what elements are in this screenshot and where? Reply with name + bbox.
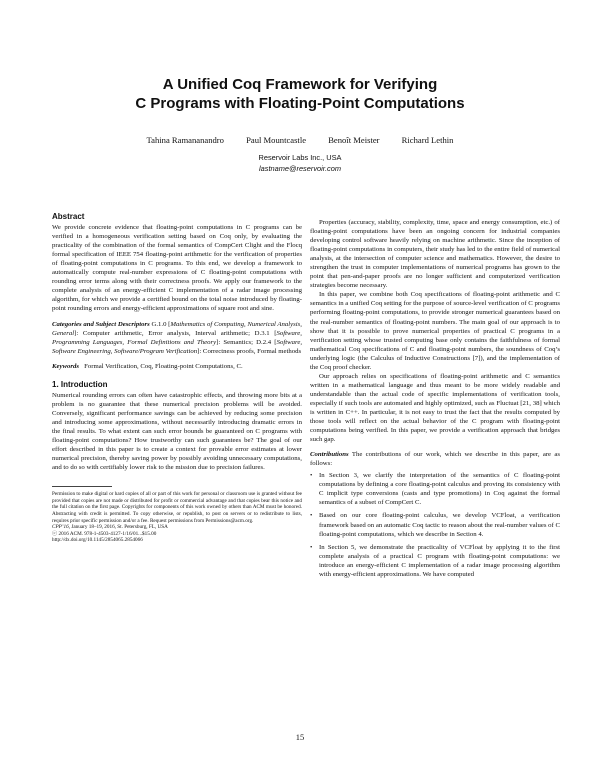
left-column xyxy=(52,212,302,544)
title-line-2: C Programs with Floating-Point Computations xyxy=(135,95,465,112)
body-paragraph: Our approach relies on specifications of floating-point arithmetic and C semantics written in a mathematical language and thus meant to be more widely readable and understandable than the actual code of specific implementations of verification tools, especially if such tools are automated and highly optimized, such as Fluctuat [21, 38] which is written in C++. In particular, it is not easy to trust the fact that the results computed by those tools will reflect on the actual behavior of the C program with floating-point computations being verified. In this paper, we provide a verification approach that bridges such gap. xyxy=(310,372,560,444)
affiliation-email: lastname@reservoir.com xyxy=(259,164,341,173)
contribution-item: • In Section 3, we clarify the interpretation of the semantics of C floating-point computations by defining a core floating-point calculus and proving its consistency with C implicit type conversions (casts and type promotions) in Coq against the formal semantics of a subset of CompCert C. xyxy=(310,471,560,507)
copyright-line: ⓒ 2016 ACM. 978-1-4503-4127-1/16/01...$15.00 xyxy=(52,530,157,537)
contributions-label: Contributions xyxy=(310,451,349,459)
permission-text: Permission to make digital or hard copies of all or part of this work for personal or classroom use is granted without fee provided that copies are not made or distributed for profit or commercial advantage and that copies bear this notice and the full citation on the first page. Copyrights for components of this work owned by others than ACM must be honored. Abstracting with credit is permitted. To copy otherwise, or republish, to post on servers or to redistribute to lists, requires prior specific permission and/or a fee. Request permissions from Permissions@acm.org. xyxy=(52,491,302,524)
conference-line: CPP’16, January 18–19, 2016, St. Petersburg, FL, USA xyxy=(52,524,168,531)
keywords-paragraph xyxy=(52,362,302,371)
author-name: Richard Lethin xyxy=(401,135,454,145)
contribution-item: • In Section 5, we demonstrate the practicality of VCFloat by applying it to the first complete analysis of a practical C program with floating-point computations: we introduce an energy-efficient C implementation of a radar image processing algorithm with energy-efficient approximations. We have computed xyxy=(310,543,560,579)
author-name: Benoît Meister xyxy=(328,135,380,145)
body-paragraph: In this paper, we combine both Coq specifications of floating-point arithmetic and C semantics in a unified Coq setting for the purpose of source-level verification of C programs performing floating-point computations, to provide stronger numerical guarantees based on the real-number semantics of floating-point numbers. The main goal of our approach is to show that it is possible to prove numerical properties of practical C programs in a verification setting whose trusted computing base only contains the faithfulness of formal mathematical Coq specifications of C and floating-point numbers, the soundness of Coq’s underlying logic (the Calculus of Inductive Constructions [7]), and the implementation of the Coq proof checker. xyxy=(310,291,560,371)
author-name: Tahina Ramananandro xyxy=(146,135,224,145)
keywords-label: Keywords xyxy=(52,362,79,370)
affiliation-org: Reservoir Labs Inc., USA xyxy=(258,153,342,162)
permission-block xyxy=(52,491,302,544)
keywords-text: Formal Verification, Coq, Floating-point Computations, C. xyxy=(84,362,243,370)
contribution-list xyxy=(310,471,560,579)
abstract-heading: Abstract xyxy=(52,212,85,221)
page-number: 15 xyxy=(295,732,305,742)
contribution-item: • Based on our core floating-point calculus, we develop VCFloat, a verification framework based on an automatic Coq tactic to reason about the real-number values of C floating-point computations, which we describe in Section 4. xyxy=(310,511,560,538)
categories-label: Categories and Subject Descriptors xyxy=(52,320,150,328)
introduction-text: Numerical rounding errors can often have catastrophic effects, and throwing more bits at a problem is no guarantee that these numerical precision problems will be avoided. Conversely, significant performance savings can be achieved by reducing some precision and introducing some approximations, without necessarily introducing dramatic errors in the final results. To what extent can such error bounds be guaranteed on C programs with floating-point computations? How trustworthy can such guarantees be? The goal of our effort described in this paper is to create a context for provable error estimates at lower numerical precision, thereby saving power by possibly avoiding unnecessary computations, and to do so with certifiably lower risk to the mission due to precision failures. xyxy=(52,391,302,472)
abstract-text: We provide concrete evidence that floating-point computations in C programs can be verified in a homogeneous verification setting based on Coq only, by evaluating the practicality of the combination of the formal semantics of CompCert Clight and the Flocq formal specification of IEEE 754 floating-point arithmetic for the verification of properties of floating-point computations in C programs. To this end, we develop a framework to automatically compute real-number expressions of C floating-point computations with rounding error terms along with their correctness proofs. We apply our framework to the complete analysis of an energy-efficient C implementation of a radar image processing algorithm, for which we provide a certified bound on the total noise introduced by floating-point rounding errors and energy-efficient approximations of square root and sine. xyxy=(52,224,302,313)
author-name: Paul Mountcastle xyxy=(246,135,307,145)
introduction-heading: 1. Introduction xyxy=(52,379,108,389)
body-paragraph: Properties (accuracy, stability, complexity, time, space and energy consumption, etc.) of floating-point computations have been an ongoing concern for industrial companies developing control software heavily relying on machine arithmetic. Since the inception of floating-point computations in computers, their study has led to the entire field of numerical analysis, at the intersection of computer science and mathematics. However, the desire to strengthen the trust in computer implementations of numerical programs has grown to the point that pen-and-paper proofs are no longer sufficient and computerized verification strategies become necessary. xyxy=(310,219,560,290)
footnote-rule xyxy=(52,486,112,487)
title-line-1: A Unified Coq Framework for Verifying xyxy=(162,76,438,93)
doi-link[interactable]: http://dx.doi.org/10.1145/2854065.2854066 xyxy=(52,537,143,544)
affiliation xyxy=(60,152,540,174)
right-column xyxy=(310,218,560,583)
contributions-paragraph: Contributions The contributions of our work, which we describe in this paper, are as follows: xyxy=(310,451,560,468)
categories-paragraph: Categories and Subject Descriptors G.1.0 [Mathematics of Computing, Numerical Analysis, General]: Computer arithmetic, Error analysis, Interval arithmetic; D.3.1 [Software, Programming Languages, Formal Definitions and Theory]: Semantics; D.2.4 [Software, Software Engineering, Software/Program Verification]: Correctness proofs, Formal methods xyxy=(52,320,303,355)
paper-title xyxy=(60,75,540,113)
author-list xyxy=(60,135,540,145)
